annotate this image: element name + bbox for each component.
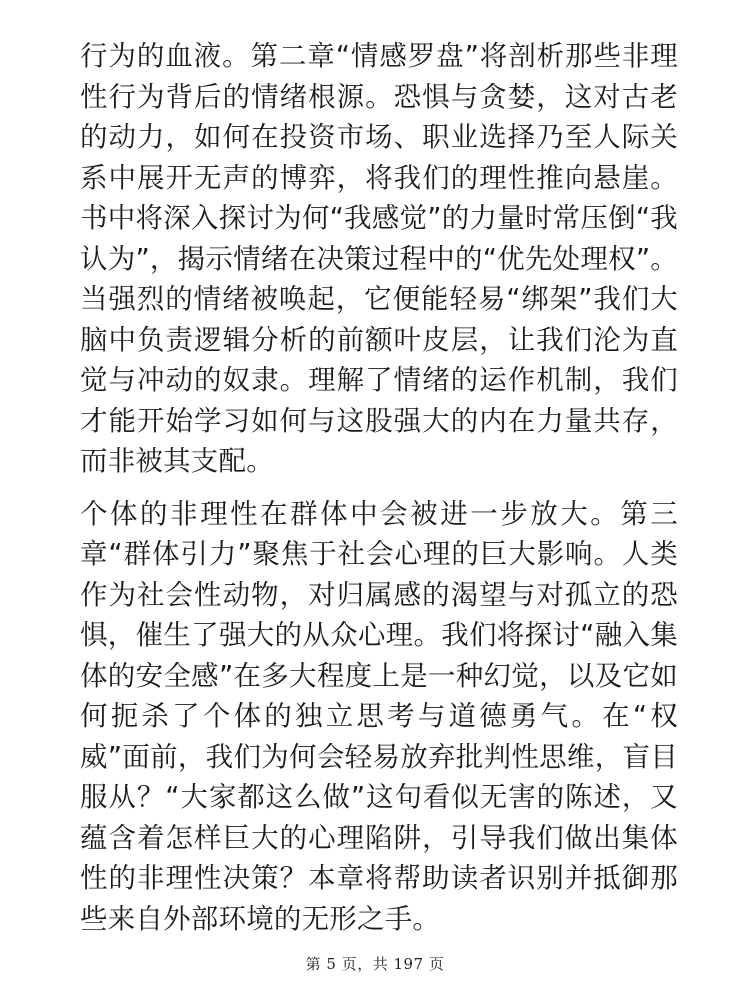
paragraph-emotion-compass: 行为的血液。第二章“情感罗盘”将剖析那些非理性行为背后的情绪根源。恐惧与贪婪，这对古老的动力，如何在投资市场、职业选择乃至人际关系中展开无声的博弈，将我们的理性推向悬崖。书中将深入探讨为何“我感觉”的力量时常压倒“我认为”，揭示情绪在决策过程中的“优先处理权”。当强烈的情绪被唤起，它便能轻易“绑架”我们大脑中负责逻辑分析的前额叶皮层，让我们沦为直觉与冲动的奴隶。理解了情绪的运作机制，我们才能开始学习如何与这股强大的内在力量共存，而非被其支配。 [80, 40, 678, 477]
paragraph-group-gravity: 个体的非理性在群体中会被进一步放大。第三章“群体引力”聚焦于社会心理的巨大影响。人类作为社会性动物，对归属感的渴望与对孤立的恐惧，催生了强大的从众心理。我们将探讨“融入集体的安全感”在多大程度上是一种幻觉，以及它如何扼杀了个体的独立思考与道德勇气。在“权威”面前，我们为何会轻易放弃批判性思维，盲目服从？“大家都这么做”这句看似无害的陈述，又蕴含着怎样巨大的心理陷阱，引导我们做出集体性的非理性决策？本章将帮助读者识别并抵御那些来自外部环境的无形之手。 [80, 497, 678, 935]
page-number-footer: 第 5 页，共 197 页 [305, 955, 445, 973]
body-text [80, 36, 678, 939]
